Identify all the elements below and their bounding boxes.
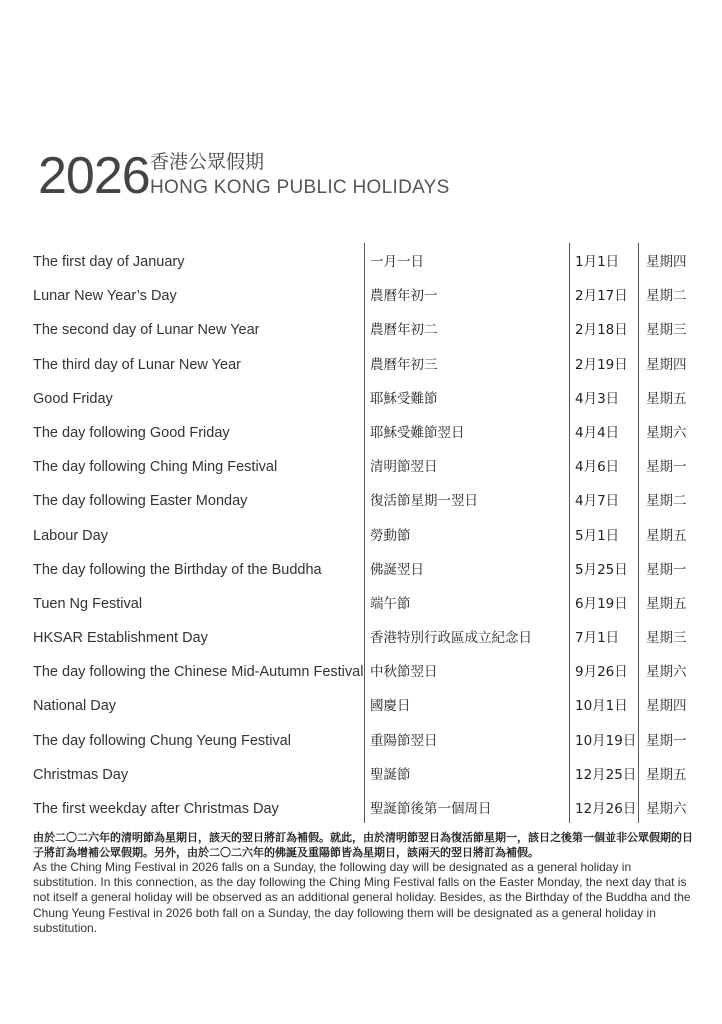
holiday-name-en: The day following Chung Yeung Festival (33, 732, 291, 749)
holiday-name-en: Labour Day (33, 527, 108, 544)
holiday-weekday: 星期四 (646, 254, 687, 270)
holiday-row (0, 313, 722, 347)
holiday-name-zh: 復活節星期一翌日 (370, 493, 478, 510)
holiday-name-zh: 中秋節翌日 (370, 664, 438, 681)
holiday-name-zh: 香港特別行政區成立紀念日 (370, 630, 532, 647)
holiday-name-en: The second day of Lunar New Year (33, 322, 260, 339)
holiday-weekday: 星期五 (646, 390, 687, 407)
holiday-row (0, 587, 722, 621)
holiday-name-zh: 勞動節 (370, 527, 411, 544)
holiday-weekday: 星期六 (646, 424, 687, 441)
holiday-name-zh: 聖誕節 (370, 766, 411, 783)
holiday-row (0, 416, 722, 450)
holiday-row (0, 553, 722, 587)
holiday-name-zh: 農曆年初二 (370, 322, 438, 339)
holiday-weekday: 星期六 (646, 801, 687, 817)
holiday-date: 6月19日 (575, 595, 628, 612)
holiday-name-zh: 國慶日 (370, 698, 411, 715)
holiday-row (0, 689, 722, 723)
holiday-row (0, 348, 722, 382)
footnote-english: As the Ching Ming Festival in 2026 falls on a Sunday, the following day will be designated as a general holiday in substitution. In this connection, as the day following the Ching Ming Festival falls on the Easter Monday, the next day that is not itself a general holiday will be observed as an additional general holiday. Besides, as the Birthday of the Buddha and the Chung Yeung Festival in 2026 both fall on a Sunday, the day following them will be designated as a general holiday in substitution. (33, 860, 691, 935)
holiday-date: 12月26日 (575, 801, 637, 817)
holiday-name-zh: 一月一日 (370, 254, 424, 270)
holiday-name-zh: 端午節 (370, 595, 411, 612)
holiday-name-en: The day following the Birthday of the Buddha (33, 561, 322, 578)
holiday-name-en: Christmas Day (33, 766, 129, 783)
holiday-name-en: The day following Easter Monday (33, 493, 248, 510)
holiday-table (0, 245, 722, 826)
holiday-date: 10月19日 (575, 732, 637, 749)
title-chinese: 香港公眾假期 (150, 151, 265, 173)
holiday-date: 12月25日 (575, 766, 637, 783)
holiday-name-en: The day following the Chinese Mid-Autumn Festival (33, 664, 364, 681)
title-year: 2026 (38, 147, 150, 205)
holiday-name-en: The first weekday after Christmas Day (33, 801, 279, 817)
holiday-weekday: 星期五 (646, 595, 687, 612)
holiday-date: 10月1日 (575, 698, 628, 715)
holiday-date: 5月25日 (575, 561, 628, 578)
holiday-name-en: National Day (33, 698, 117, 715)
holiday-name-en: The day following Good Friday (33, 424, 230, 441)
holiday-weekday: 星期四 (646, 356, 687, 373)
holiday-weekday: 星期三 (646, 630, 687, 647)
holiday-row (0, 758, 722, 792)
holiday-weekday: 星期五 (646, 527, 687, 544)
holiday-name-zh: 耶穌受難節翌日 (370, 424, 465, 441)
holiday-weekday: 星期一 (646, 459, 687, 476)
holiday-date: 4月4日 (575, 424, 620, 441)
holiday-weekday: 星期二 (646, 288, 687, 305)
holiday-date: 4月6日 (575, 459, 620, 476)
holiday-name-en: The day following Ching Ming Festival (33, 459, 278, 476)
holiday-weekday: 星期六 (646, 664, 687, 681)
holiday-row (0, 621, 722, 655)
holiday-name-en: Lunar New Year’s Day (33, 288, 177, 305)
holiday-weekday: 星期一 (646, 732, 687, 749)
holiday-name-zh: 聖誕節後第一個周日 (370, 801, 492, 817)
holiday-date: 5月1日 (575, 527, 620, 544)
holiday-name-en: The third day of Lunar New Year (33, 356, 241, 373)
holiday-date: 2月18日 (575, 322, 628, 339)
holiday-date: 1月1日 (575, 254, 620, 270)
holiday-name-zh: 佛誕翌日 (370, 561, 424, 578)
holiday-weekday: 星期五 (646, 766, 687, 783)
holiday-row (0, 245, 722, 279)
holiday-name-en: HKSAR Establishment Day (33, 630, 208, 647)
holiday-name-zh: 耶穌受難節 (370, 390, 438, 407)
holiday-name-zh: 農曆年初三 (370, 356, 438, 373)
holiday-row (0, 724, 722, 758)
holiday-weekday: 星期四 (646, 698, 687, 715)
holiday-name-en: Tuen Ng Festival (33, 595, 143, 612)
holiday-name-en: The first day of January (33, 254, 185, 270)
holiday-name-en: Good Friday (33, 390, 113, 407)
holiday-date: 2月19日 (575, 356, 628, 373)
holiday-name-zh: 清明節翌日 (370, 459, 438, 476)
holiday-date: 2月17日 (575, 288, 628, 305)
holiday-weekday: 星期一 (646, 561, 687, 578)
holiday-weekday: 星期二 (646, 493, 687, 510)
holiday-weekday: 星期三 (646, 322, 687, 339)
holiday-date: 4月7日 (575, 493, 620, 510)
holiday-row (0, 450, 722, 484)
holiday-row (0, 519, 722, 553)
holiday-date: 9月26日 (575, 664, 628, 681)
holiday-date: 7月1日 (575, 630, 620, 647)
holiday-date: 4月3日 (575, 390, 620, 407)
holiday-row (0, 484, 722, 518)
holiday-row (0, 382, 722, 416)
holiday-name-zh: 重陽節翌日 (370, 732, 438, 749)
holiday-row (0, 655, 722, 689)
title-english: HONG KONG PUBLIC HOLIDAYS (150, 177, 450, 198)
footnotes (33, 830, 693, 936)
holiday-row (0, 792, 722, 826)
footnote-chinese: 由於二〇二六年的清明節為星期日，該天的翌日將訂為補假。就此，由於清明節翌日為復活節星期一，該日之後第一個並非公眾假期的日子將訂為增補公眾假期。另外，由於二〇二六年的佛誕及重陽節皆為星期日，該兩天的翌日將訂為補假。 (33, 831, 693, 859)
holiday-row (0, 279, 722, 313)
holiday-name-zh: 農曆年初一 (370, 288, 438, 305)
